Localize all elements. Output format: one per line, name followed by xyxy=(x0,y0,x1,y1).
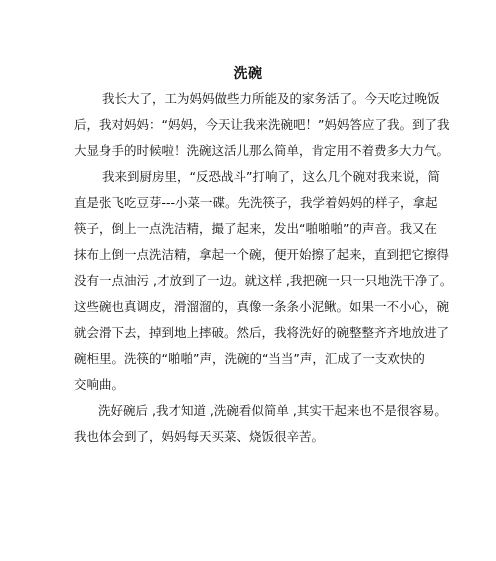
paragraph-1-line-2: 后，我对妈妈：“妈妈，今天让我来洗碗吧！”妈妈答应了我。到了我 xyxy=(74,117,450,132)
paragraph-2-line-4: 抹布上倒一点洗洁精，拿起一个碗，便开始擦了起来，直到把它擦得 xyxy=(74,247,450,262)
paragraph-2-line-1: 我来到厨房里，“反恐战斗”打响了，这么几个碗对我来说，简 xyxy=(102,169,440,184)
paragraph-2-line-2: 直是张飞吃豆芽---小菜一碟。先洗筷子，我学着妈妈的样子，拿起 xyxy=(74,195,438,210)
paragraph-1-line-3: 大显身手的时候啦！洗碗这活儿那么简单，肯定用不着费多大力气。 xyxy=(74,143,450,158)
paragraph-2-line-8: 碗柜里。洗筷的“啪啪”声，洗碗的“当当”声，汇成了一支欢快的 xyxy=(74,351,425,366)
paragraph-1-line-1: 我长大了，工为妈妈做些力所能及的家务活了。今天吃过晚饭 xyxy=(102,91,440,106)
paragraph-3-line-2: 我也体会到了，妈妈每天买菜、烧饭很辛苦。 xyxy=(74,429,325,444)
paragraph-2-line-6: 这些碗也真调皮，滑溜溜的，真像一条条小泥鳅。如果一不小心，碗 xyxy=(74,299,450,314)
paragraph-2-line-5: 没有一点油污 ,才放到了一边。就这样 ,我把碗一只一只地洗干净了。 xyxy=(74,273,453,288)
paragraph-2-line-7: 就会滑下去，掉到地上摔破。然后，我将洗好的碗整整齐齐地放进了 xyxy=(74,325,450,340)
paragraph-2-line-3: 筷子，倒上一点洗洁精，撮了起来，发出“啪啪啪”的声音。我又在 xyxy=(74,221,437,236)
paragraph-3-line-1: 洗好碗后 ,我才知道 ,洗碗看似简单 ,其实干起来也不是很容易。 xyxy=(98,403,447,418)
document-title: 洗碗 xyxy=(233,66,263,82)
paragraph-2-line-9: 交响曲。 xyxy=(74,377,125,392)
